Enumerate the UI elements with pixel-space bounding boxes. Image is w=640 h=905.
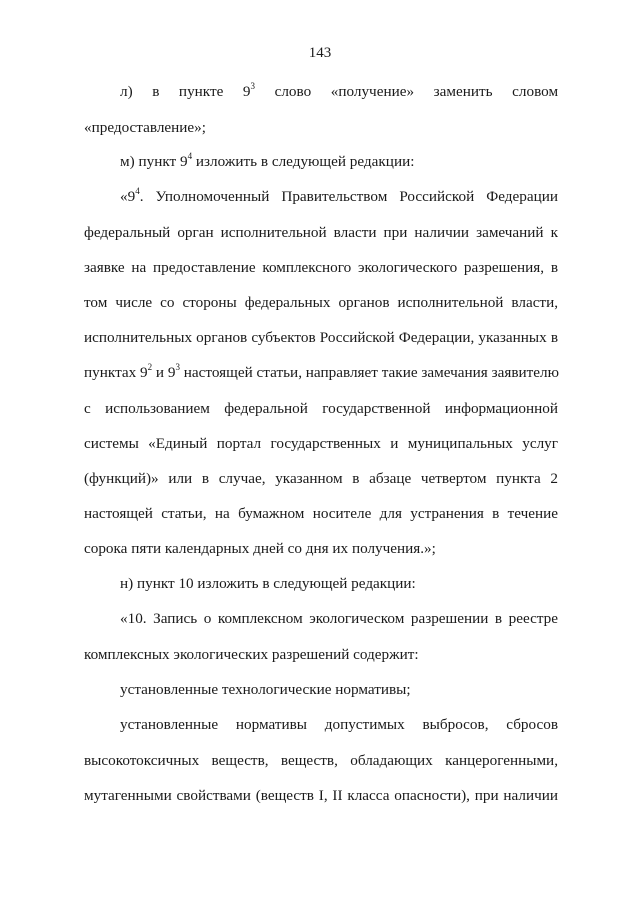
text-line: «10. Запись о комплексном экологическом разрешении в реестре bbox=[120, 610, 558, 627]
text-line: установленные нормативы допустимых выбросов, сбросов bbox=[120, 716, 558, 733]
text-line: н) пункт 10 изложить в следующей редакции: bbox=[120, 575, 416, 592]
text-line: «$9^4$. Уполномоченный Правительством Российской Федерации bbox=[120, 185, 559, 205]
text-line: л) в пункте $9^3$ слово «получение» заменить словом bbox=[120, 80, 559, 100]
page-number: 143 bbox=[308, 45, 332, 61]
text-line: комплексных экологических разрешений содержит: bbox=[84, 646, 419, 663]
text-line: м) пункт $9^4$ изложить в следующей редакции: bbox=[120, 150, 415, 170]
text-line: пунктах $9^2$ и $9^3$ настоящей статьи, направляет такие замечания заявителю bbox=[84, 361, 559, 381]
text-line: том числе со стороны федеральных органов исполнительной власти, bbox=[84, 294, 558, 311]
text-line: системы «Единый портал государственных и муниципальных услуг bbox=[84, 435, 558, 452]
text-line: мутагенными свойствами (веществ I, II класса опасности), при наличии bbox=[84, 787, 558, 804]
text-line: установленные технологические нормативы; bbox=[120, 681, 411, 698]
text-line: федеральный орган исполнительной власти при наличии замечаний к bbox=[84, 224, 558, 241]
text-line: (функций)» или в случае, указанном в абзаце четвертом пункта 2 bbox=[84, 470, 558, 487]
text-line: сорока пяти календарных дней со дня их получения.»; bbox=[84, 540, 436, 557]
text-line: настоящей статьи, на бумажном носителе для устранения в течение bbox=[84, 505, 558, 522]
text-line: исполнительных органов субъектов Российской Федерации, указанных в bbox=[84, 329, 558, 346]
text-line: с использованием федеральной государственной информационной bbox=[84, 400, 558, 417]
text-line: заявке на предоставление комплексного экологического разрешения, в bbox=[84, 259, 558, 276]
text-line: «предоставление»; bbox=[84, 119, 206, 136]
text-line: высокотоксичных веществ, веществ, обладающих канцерогенными, bbox=[84, 752, 558, 769]
